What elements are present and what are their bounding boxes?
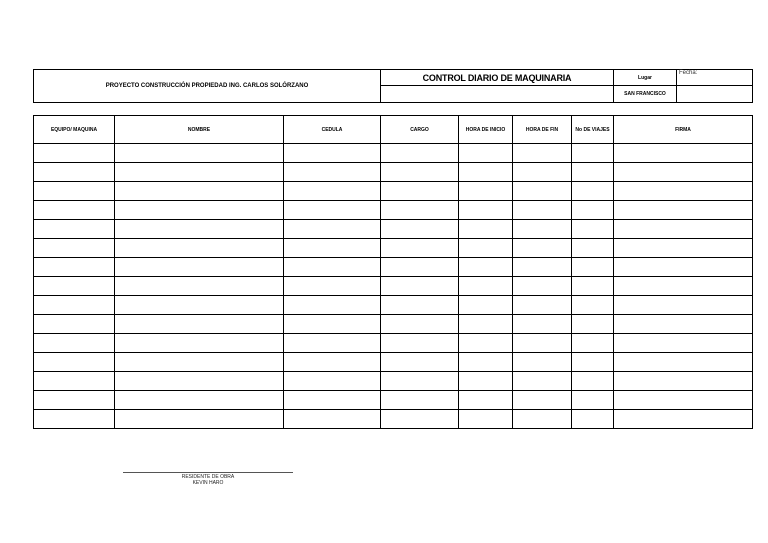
- table-cell: [381, 391, 459, 410]
- table-cell: [513, 201, 572, 220]
- form-title: CONTROL DIARIO DE MAQUINARIA: [381, 70, 614, 86]
- table-cell: [459, 353, 513, 372]
- table-cell: [614, 220, 753, 239]
- table-cell: [381, 144, 459, 163]
- table-cell: [459, 201, 513, 220]
- table-cell: [459, 296, 513, 315]
- table-cell: [284, 391, 381, 410]
- table-row: [34, 201, 753, 220]
- table-cell: [614, 410, 753, 429]
- table-cell: [34, 258, 115, 277]
- table-row: [34, 391, 753, 410]
- table-cell: [115, 201, 284, 220]
- table-cell: [572, 296, 614, 315]
- table-cell: [34, 182, 115, 201]
- column-header: No DE VIAJES: [572, 116, 614, 144]
- table-cell: [614, 277, 753, 296]
- table-cell: [34, 353, 115, 372]
- table-cell: [459, 334, 513, 353]
- table-cell: [284, 296, 381, 315]
- table-cell: [513, 163, 572, 182]
- table-cell: [513, 334, 572, 353]
- table-cell: [572, 220, 614, 239]
- table-cell: [284, 163, 381, 182]
- table-cell: [115, 182, 284, 201]
- table-cell: [381, 315, 459, 334]
- table-cell: [34, 315, 115, 334]
- table-row: [34, 258, 753, 277]
- table-cell: [614, 296, 753, 315]
- table-cell: [381, 258, 459, 277]
- table-cell: [459, 220, 513, 239]
- table-cell: [459, 315, 513, 334]
- table-cell: [34, 144, 115, 163]
- table-cell: [284, 239, 381, 258]
- column-header: CEDULA: [284, 116, 381, 144]
- table-cell: [284, 315, 381, 334]
- column-header: NOMBRE: [115, 116, 284, 144]
- table-cell: [513, 353, 572, 372]
- table-cell: [381, 239, 459, 258]
- table-cell: [513, 296, 572, 315]
- table-cell: [513, 315, 572, 334]
- table-cell: [459, 144, 513, 163]
- table-cell: [513, 220, 572, 239]
- table-cell: [572, 315, 614, 334]
- table-cell: [34, 201, 115, 220]
- table-cell: [34, 277, 115, 296]
- table-cell: [115, 163, 284, 182]
- table-cell: [513, 391, 572, 410]
- table-cell: [614, 258, 753, 277]
- table-cell: [284, 220, 381, 239]
- table-cell: [34, 239, 115, 258]
- table-cell: [572, 163, 614, 182]
- table-body: [34, 144, 753, 429]
- fecha-value-cell: [677, 86, 753, 103]
- table-cell: [572, 410, 614, 429]
- table-cell: [34, 163, 115, 182]
- signature-role: RESIDENTE DE OBRA: [181, 474, 235, 480]
- table-cell: [459, 239, 513, 258]
- table-cell: [284, 182, 381, 201]
- table-cell: [614, 353, 753, 372]
- table-cell: [614, 144, 753, 163]
- table-cell: [381, 296, 459, 315]
- table-cell: [572, 201, 614, 220]
- table-row: [34, 315, 753, 334]
- table-cell: [614, 372, 753, 391]
- table-cell: [381, 277, 459, 296]
- table-row: [34, 277, 753, 296]
- table-cell: [34, 220, 115, 239]
- table-cell: [459, 410, 513, 429]
- table-cell: [459, 277, 513, 296]
- table-cell: [115, 296, 284, 315]
- table-row: [34, 220, 753, 239]
- table-cell: [572, 334, 614, 353]
- table-cell: [513, 182, 572, 201]
- table-cell: [284, 334, 381, 353]
- table-cell: [572, 391, 614, 410]
- table-row: [34, 296, 753, 315]
- table-cell: [572, 372, 614, 391]
- table-cell: [572, 144, 614, 163]
- table-cell: [115, 391, 284, 410]
- table-cell: [572, 258, 614, 277]
- column-header: EQUIPO/ MAQUINA: [34, 116, 115, 144]
- table-cell: [513, 258, 572, 277]
- header-table: [33, 69, 753, 103]
- table-cell: [513, 144, 572, 163]
- table-cell: [34, 334, 115, 353]
- table-row: [34, 182, 753, 201]
- table-cell: [34, 372, 115, 391]
- table-cell: [381, 334, 459, 353]
- table-cell: [115, 277, 284, 296]
- column-header: FIRMA: [614, 116, 753, 144]
- table-cell: [513, 372, 572, 391]
- table-cell: [284, 372, 381, 391]
- table-cell: [572, 353, 614, 372]
- project-title: PROYECTO CONSTRUCCIÓN PROPIEDAD ING. CARLOS SOLÓRZANO: [34, 70, 381, 103]
- table-row: [34, 353, 753, 372]
- signature-block: [123, 472, 293, 486]
- table-cell: [572, 239, 614, 258]
- table-row: [34, 239, 753, 258]
- table-cell: [115, 220, 284, 239]
- table-cell: [115, 239, 284, 258]
- fecha-label: Fecha:: [677, 70, 753, 86]
- table-cell: [459, 372, 513, 391]
- table-cell: [459, 391, 513, 410]
- table-header-row: [34, 116, 753, 144]
- signature-name: KEVIN HARO: [192, 480, 224, 486]
- table-cell: [381, 201, 459, 220]
- table-cell: [572, 182, 614, 201]
- table-cell: [513, 239, 572, 258]
- table-cell: [614, 315, 753, 334]
- table-cell: [284, 201, 381, 220]
- table-cell: [115, 334, 284, 353]
- table-cell: [614, 163, 753, 182]
- table-cell: [115, 410, 284, 429]
- table-cell: [513, 410, 572, 429]
- table-cell: [614, 182, 753, 201]
- table-cell: [284, 410, 381, 429]
- table-cell: [284, 144, 381, 163]
- table-cell: [115, 144, 284, 163]
- title-blank-cell: [381, 86, 614, 103]
- table-cell: [284, 277, 381, 296]
- table-cell: [513, 277, 572, 296]
- table-cell: [614, 334, 753, 353]
- table-cell: [381, 372, 459, 391]
- table-row: [34, 410, 753, 429]
- table-cell: [381, 410, 459, 429]
- table-cell: [284, 353, 381, 372]
- table-cell: [381, 182, 459, 201]
- table-cell: [34, 296, 115, 315]
- column-header: HORA DE INICIO: [459, 116, 513, 144]
- table-cell: [381, 220, 459, 239]
- lugar-label: Lugar: [614, 70, 677, 86]
- lugar-value: SAN FRANCISCO: [614, 86, 677, 103]
- table-row: [34, 334, 753, 353]
- table-cell: [459, 182, 513, 201]
- table-row: [34, 163, 753, 182]
- table-cell: [34, 391, 115, 410]
- table-cell: [614, 239, 753, 258]
- table-cell: [115, 258, 284, 277]
- table-cell: [614, 201, 753, 220]
- table-cell: [34, 410, 115, 429]
- table-cell: [115, 372, 284, 391]
- table-cell: [381, 163, 459, 182]
- table-cell: [572, 277, 614, 296]
- table-row: [34, 372, 753, 391]
- table-cell: [381, 353, 459, 372]
- table-cell: [614, 391, 753, 410]
- table-row: [34, 144, 753, 163]
- column-header: CARGO: [381, 116, 459, 144]
- column-header: HORA DE FIN: [513, 116, 572, 144]
- table-cell: [115, 315, 284, 334]
- table-cell: [459, 258, 513, 277]
- machinery-log-table: [33, 115, 753, 429]
- table-cell: [115, 353, 284, 372]
- table-cell: [284, 258, 381, 277]
- table-cell: [459, 163, 513, 182]
